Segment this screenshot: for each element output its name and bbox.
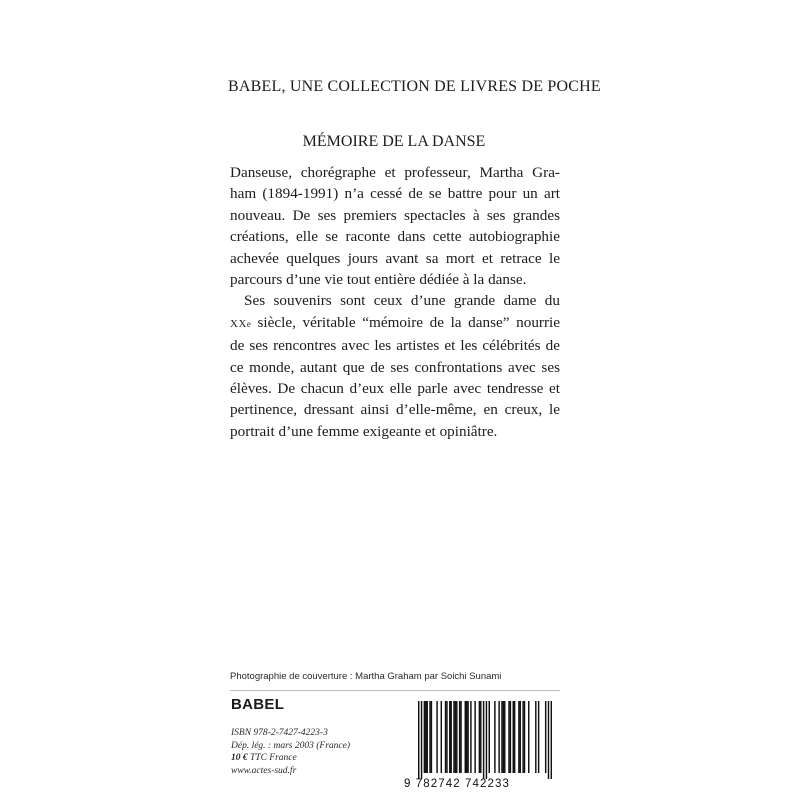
divider (230, 690, 560, 691)
barcode-bar (455, 701, 456, 773)
barcode-bar (465, 701, 466, 773)
barcode-bar (467, 701, 468, 773)
isbn: ISBN 978-2-7427-4223-3 (231, 728, 328, 738)
barcode-bar (514, 701, 515, 773)
barcode-bar (508, 701, 509, 773)
barcode-bar (548, 701, 549, 779)
barcode-bar (504, 701, 505, 773)
blurb-paragraph-1 (230, 162, 560, 290)
barcode-bar (418, 701, 419, 779)
website: www.actes-sud.fr (231, 765, 297, 776)
barcode-bar (429, 701, 430, 773)
barcode-bar (479, 701, 480, 773)
blurb-paragraph-2 (230, 290, 560, 442)
barcode-bar (453, 701, 454, 773)
century-numeral: XX (230, 317, 247, 330)
barcode-bars (418, 701, 552, 779)
barcode-bar (450, 701, 451, 773)
blurb-line: parcours d’une vie tout entière dédiée à la danse. (230, 271, 527, 289)
blurb (230, 162, 560, 442)
barcode-bar (498, 701, 499, 773)
barcode-bar (522, 701, 523, 773)
barcode-bar (480, 701, 481, 773)
price-value: 10 € (231, 753, 248, 763)
blurb-line: portrait d’une femme exigeante et opiniâtre. (230, 422, 498, 440)
blurb-line: Danseuse, chorégraphe et professeur, Martha Gra- (230, 164, 560, 181)
barcode-bar (431, 701, 432, 773)
barcode-bar (501, 701, 502, 773)
barcode-bar (424, 701, 425, 773)
blurb-line: créations, elle se raconte dans cette autobiographie (230, 228, 560, 246)
blurb-line: de ses rencontres avec les artistes et les célébrités de (230, 337, 560, 355)
barcode-bar (520, 701, 521, 773)
barcode-bar (466, 701, 467, 773)
barcode-bar (510, 701, 511, 773)
barcode-bar (446, 701, 447, 773)
barcode-bar (441, 701, 442, 773)
series-title: BABEL, UNE COLLECTION DE LIVRES DE POCHE (228, 78, 601, 95)
barcode-bar (426, 701, 427, 773)
blurb-line: ham (1894-1991) n’a cessé de se battre pour un art (230, 185, 560, 203)
barcode-digits: 9 782742 742233 (404, 778, 511, 790)
barcode (398, 697, 560, 795)
barcode-bar (456, 701, 457, 773)
barcode-bar (503, 701, 504, 773)
photo-credit: Photographie de couverture : Martha Graham par Soichi Sunami (230, 671, 502, 682)
blurb-line: pertinence, dressant ainsi d’elle-même, en creux, le (230, 401, 560, 419)
barcode-bar (474, 701, 475, 773)
barcode-bar (489, 701, 490, 773)
barcode-bar (535, 701, 536, 773)
century-line-rest: siècle, véritable “mémoire de la danse” nourrie (250, 313, 560, 331)
barcode-bar (524, 701, 525, 773)
barcode-bar (421, 701, 422, 779)
book-title: MÉMOIRE DE LA DANSE (302, 133, 486, 150)
blurb-line: Ses souvenirs sont ceux d’une grande dame du (244, 292, 560, 310)
barcode-bar (470, 701, 471, 773)
barcode-bar (436, 701, 437, 773)
barcode-bar (538, 701, 539, 773)
blurb-line: achevée quelques jours avant sa mort et retrace le (230, 249, 560, 267)
barcode-bar (459, 701, 460, 773)
barcode-bar (518, 701, 519, 773)
publisher-name: BABEL (231, 696, 285, 713)
barcode-bar (494, 701, 495, 773)
book-info (231, 727, 350, 777)
barcode-bar (445, 701, 446, 773)
barcode-bar (425, 701, 426, 773)
barcode-bar (486, 701, 487, 779)
barcode-bar (483, 701, 484, 779)
barcode-bar (545, 701, 546, 773)
blurb-line-century (230, 312, 560, 335)
barcode-bar (528, 701, 529, 773)
blurb-line: élèves. De chacun d’eux elle parle avec tendresse et (230, 380, 560, 398)
price-rest: TTC France (247, 753, 297, 763)
barcode-bar (513, 701, 514, 773)
blurb-line: nouveau. De ses premiers spectacles à ses grandes (230, 206, 560, 224)
century-suffix: e (246, 318, 251, 329)
blurb-line: ce monde, autant que de ses confrontations avec ses (230, 358, 560, 376)
price (231, 752, 350, 765)
legal-deposit: Dép. lég. : mars 2003 (France) (231, 740, 350, 751)
barcode-bar (460, 701, 461, 773)
barcode-bar (551, 701, 552, 779)
barcode-bar (449, 701, 450, 773)
